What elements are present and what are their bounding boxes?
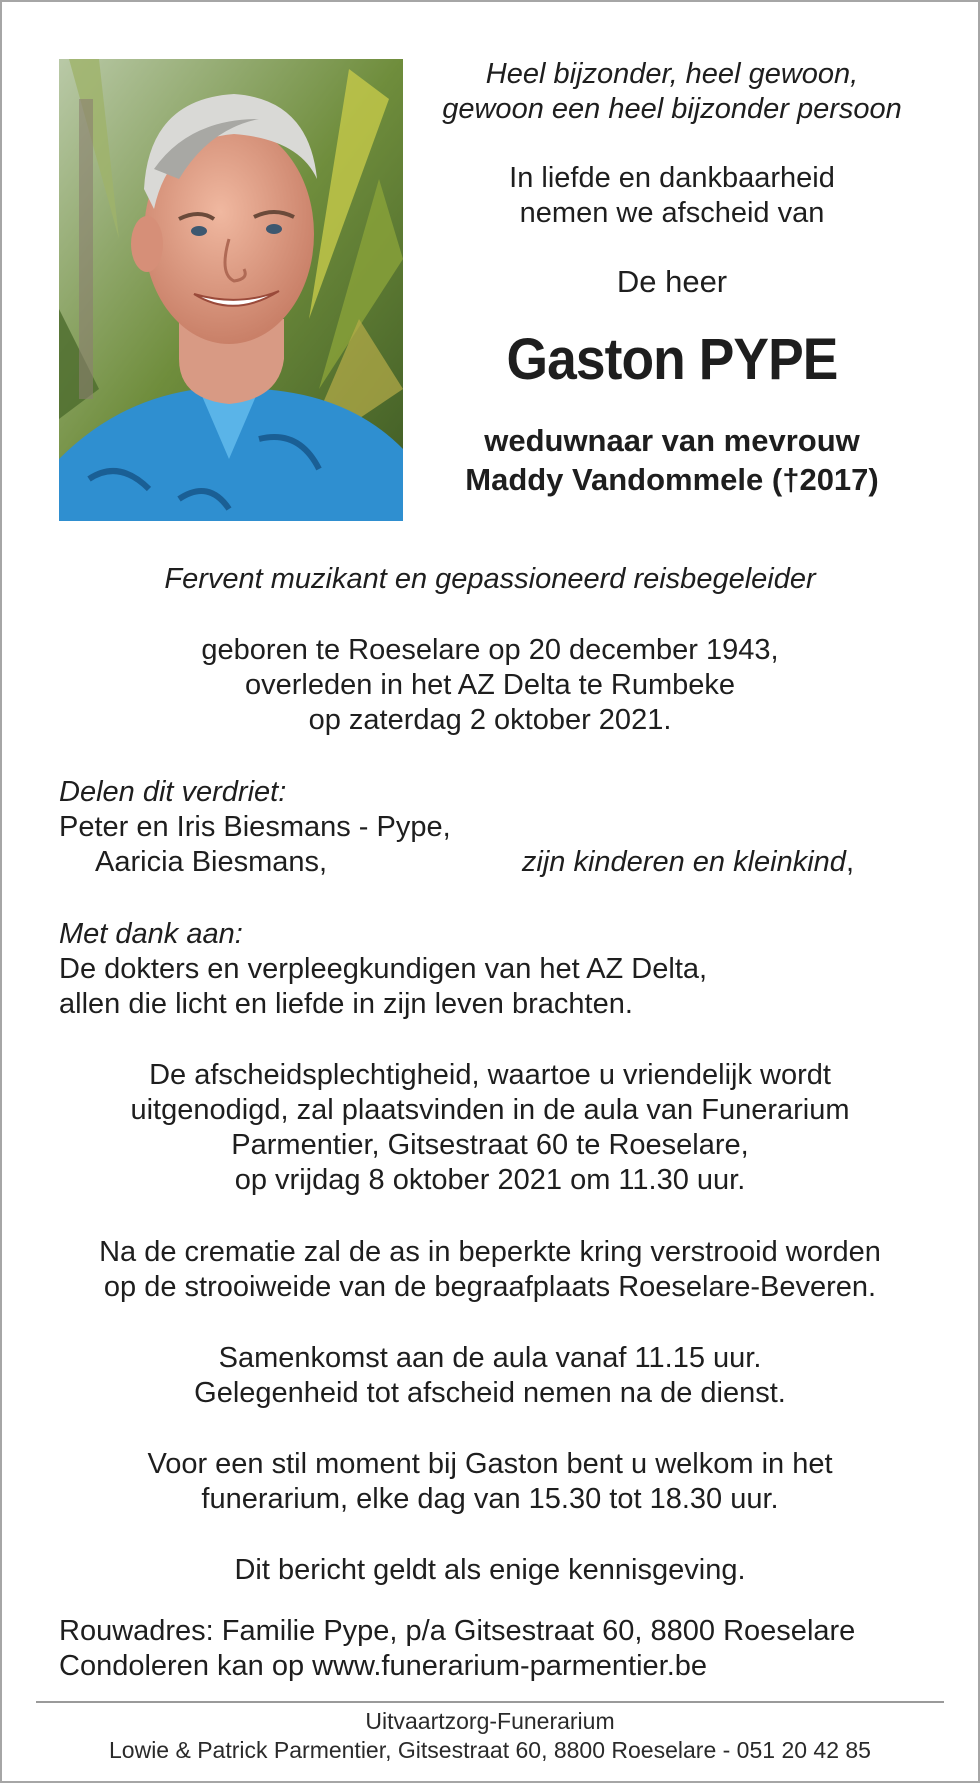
family-line: Peter en Iris Biesmans - Pype, (59, 811, 451, 843)
funeral-home-footer (2, 1707, 978, 1765)
portrait-photo (59, 59, 403, 521)
header-section (2, 2, 978, 522)
footer-line: Lowie & Patrick Parmentier, Gitsestraat 60, 8800 Roeselare - 051 20 42 85 (109, 1737, 871, 1763)
thanks-heading: Met dank aan: (59, 918, 243, 950)
family-section (2, 775, 978, 880)
footer-divider (36, 1701, 944, 1703)
intro-line: In liefde en dankbaarheid (509, 162, 835, 194)
quote-line: Heel bijzonder, heel gewoon, (485, 58, 859, 90)
header-text (422, 57, 922, 499)
quote-line: gewoon een heel bijzonder persoon (442, 93, 902, 125)
thanks-line: allen die licht en liefde in zijn leven brachten. (59, 988, 633, 1020)
life-dates (2, 633, 978, 738)
ceremony-line: Parmentier, Gitsestraat 60 te Roeselare, (231, 1129, 749, 1161)
condolence-link[interactable]: Condoleren kan op www.funerarium-parmentier.be (59, 1650, 708, 1682)
dates-line: op zaterdag 2 oktober 2021. (308, 704, 672, 736)
family-relation (522, 845, 854, 880)
dates-line: overleden in het AZ Delta te Rumbeke (244, 669, 736, 701)
relation-comma: , (845, 846, 854, 878)
intro-line: nemen we afscheid van (519, 197, 825, 229)
family-line: Aaricia Biesmans, (95, 846, 328, 878)
contact-info (2, 1614, 978, 1684)
meeting-info (2, 1341, 978, 1411)
deceased-name: Gaston PYPE (506, 327, 838, 392)
spouse-line: Maddy Vandommele (†2017) (465, 462, 879, 497)
notice: Dit bericht geldt als enige kennisgeving. (234, 1554, 746, 1586)
cremation-line: op de strooiweide van de begraafplaats Roeselare-Beveren. (103, 1271, 877, 1303)
ceremony-line: op vrijdag 8 oktober 2021 om 11.30 uur. (234, 1164, 746, 1196)
intro-text (422, 161, 922, 231)
family-heading: Delen dit verdriet: (59, 776, 287, 808)
meeting-line: Samenkomst aan de aula vanaf 11.15 uur. (218, 1342, 762, 1374)
ceremony-info (2, 1058, 978, 1198)
dates-line: geboren te Roeselare op 20 december 1943, (201, 634, 779, 666)
spouse-info (422, 421, 922, 499)
cremation-line: Na de crematie zal de as in beperkte kring verstrooid worden (99, 1236, 881, 1268)
visit-info (2, 1447, 978, 1517)
ceremony-line: uitgenodigd, zal plaatsvinden in de aula van Funerarium (130, 1094, 850, 1126)
visit-line: funerarium, elke dag van 15.30 tot 18.30 uur. (201, 1483, 779, 1515)
mourning-address: Rouwadres: Familie Pype, p/a Gitsestraat 60, 8800 Roeselare (59, 1615, 856, 1647)
meeting-line: Gelegenheid tot afscheid nemen na de dienst. (194, 1377, 786, 1409)
cremation-info (2, 1235, 978, 1305)
motto: Fervent muzikant en gepassioneerd reisbegeleider (164, 563, 816, 595)
portrait-illustration (59, 59, 403, 521)
thanks-section (2, 917, 978, 1022)
spouse-line: weduwnaar van mevrouw (484, 423, 860, 458)
thanks-line: De dokters en verpleegkundigen van het AZ Delta, (59, 953, 708, 985)
ceremony-line: De afscheidsplechtigheid, waartoe u vriendelijk wordt (149, 1059, 831, 1091)
footer-line: Uitvaartzorg-Funerarium (365, 1708, 615, 1734)
opening-quote (422, 57, 922, 127)
relation-text: zijn kinderen en kleinkind (521, 846, 846, 878)
visit-line: Voor een stil moment bij Gaston bent u welkom in het (147, 1448, 833, 1480)
family-row (59, 845, 921, 880)
honorific: De heer (616, 264, 728, 299)
